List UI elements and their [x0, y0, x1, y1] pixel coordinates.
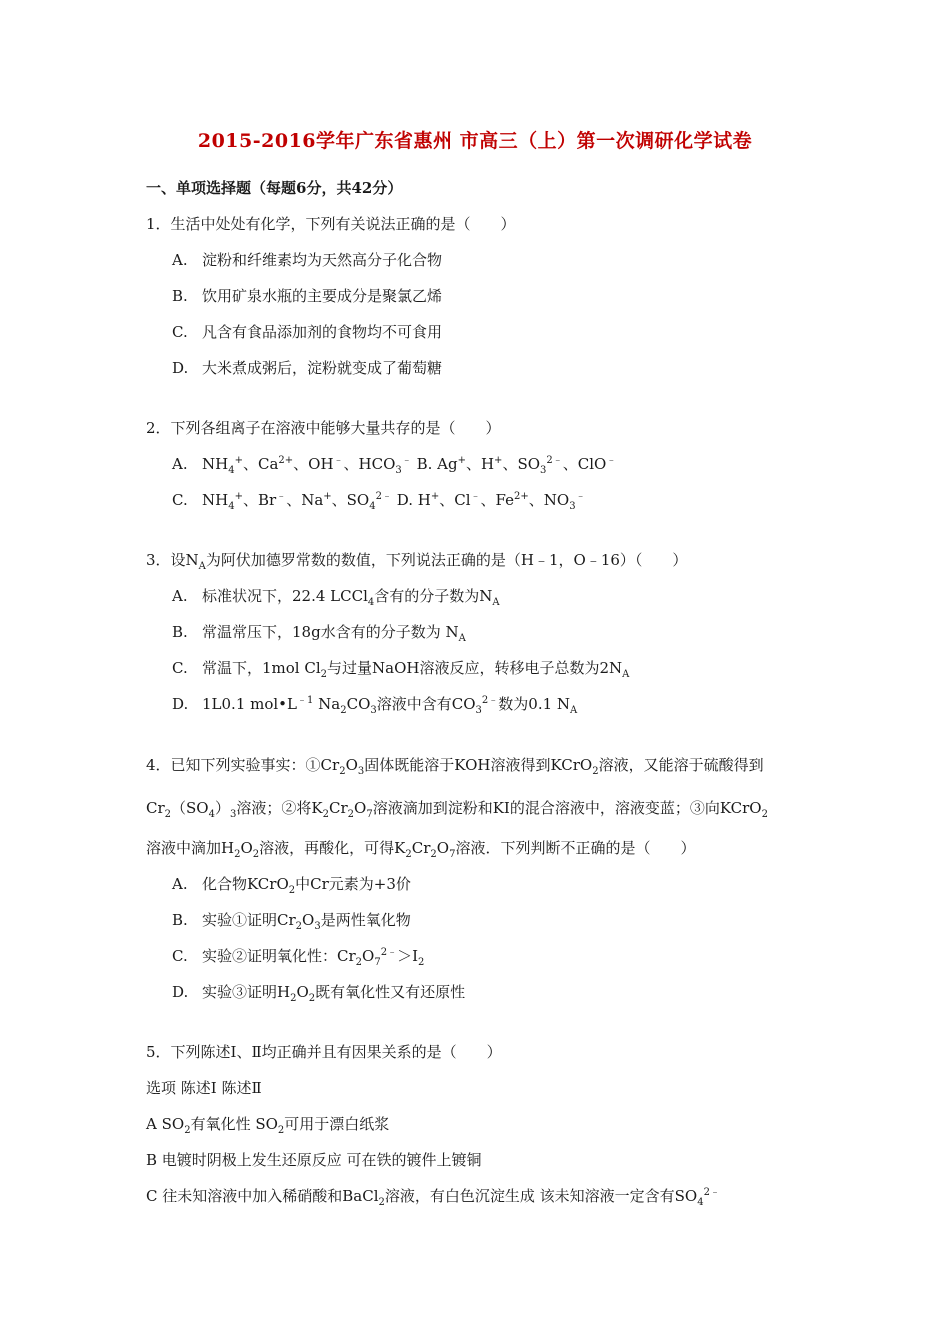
question-4-stem-line-3: 溶液中滴加$H_2O_2$溶液，再酸化，可得$K_2Cr_2O_7$溶液．下列判断不正确的是（ ） — [146, 839, 696, 860]
question-4-option-b: B. 实验①证明$Cr_2O_3$是两性氧化物 — [172, 911, 411, 932]
question-1-option-a: A. 淀粉和纤维素均为天然高分子化合物 — [172, 251, 443, 269]
question-4-stem-line-2: $Cr_2(SO_4)_3$溶液；②将$K_2Cr_2O_7$溶液滴加到淀粉和KI的混合溶液中，溶液变蓝；③向KCrO$_2$ — [146, 799, 768, 820]
question-2-options-cd: C. $NH_4^+$、Br﹣、Na+、$SO_4^{2﹣}$ D. H+、Cl﹣、$Fe^{2+}$、$NO_3^﹣$ — [172, 491, 586, 512]
question-3-stem: 3．设$N_A$为阿伏加德罗常数的数值，下列说法正确的是（H﹣1，O﹣16）（ ） — [146, 551, 688, 572]
question-1-option-c: C. 凡含有食品添加剂的食物均不可食用 — [172, 323, 443, 341]
question-4-option-a: A. 化合物KCrO$_2$中Cr元素为+3价 — [172, 875, 411, 896]
question-5-row-a: A $SO_2$有氧化性 $SO_2$可用于漂白纸浆 — [146, 1115, 390, 1136]
question-3-option-c: C. 常温下，1mol $Cl_2$与过量NaOH溶液反应，转移电子总数为$2N_A$ — [172, 659, 630, 680]
question-3-option-a: A. 标准状况下，22.4 LCCl$_4$含有的分子数为$N_A$ — [172, 587, 500, 608]
section-heading: 一、单项选择题（每题6分，共42分） — [146, 179, 403, 197]
question-3-option-d: D. 1L0.1 $mol•L^{﹣1}$ $Na_2CO_3$溶液中含有$CO_3^{2﹣}$数为0.1 $N_A$ — [172, 695, 578, 716]
question-5-table-header: 选项 陈述Ⅰ 陈述Ⅱ — [146, 1079, 262, 1097]
question-1-option-d: D. 大米煮成粥后，淀粉就变成了葡萄糖 — [172, 359, 443, 377]
question-4-stem-line-1: 4．已知下列实验事实：$①Cr_2O_3$固体既能溶于KOH溶液得到KCrO$_2$溶液，又能溶于硫酸得到 — [146, 756, 764, 777]
question-5-row-b: B 电镀时阴极上发生还原反应 可在铁的镀件上镀铜 — [146, 1151, 482, 1169]
question-3-option-b: B. 常温常压下，18g水含有的分子数为 $N_A$ — [172, 623, 466, 644]
question-1-stem: 1．生活中处处有化学，下列有关说法正确的是（ ） — [146, 215, 516, 233]
question-5-row-c: C 往未知溶液中加入稀硝酸和BaCl$_2$溶液，有白色沉淀生成 该未知溶液一定含有$SO_4^{2﹣}$ — [146, 1187, 720, 1208]
question-4-option-d: D. 实验③证明$H_2O_2$既有氧化性又有还原性 — [172, 983, 466, 1004]
question-5-stem: 5．下列陈述Ⅰ、Ⅱ均正确并且有因果关系的是（ ） — [146, 1043, 502, 1061]
question-1-option-b: B. 饮用矿泉水瓶的主要成分是聚氯乙烯 — [172, 287, 443, 305]
question-2-options-ab: A. $NH_4^+$、$Ca^{2+}$、OH﹣、$HCO_3^﹣$ B. Ag+、H+、$SO_3^{2﹣}$、ClO﹣ — [172, 455, 617, 476]
question-4-option-c: C. 实验②证明氧化性：$Cr_2O_7^{2﹣}>I_2$ — [172, 947, 425, 968]
question-2-stem: 2．下列各组离子在溶液中能够大量共存的是（ ） — [146, 419, 501, 437]
page-title: 2015-2016学年广东省惠州 市高三（上）第一次调研化学试卷 — [197, 130, 753, 152]
